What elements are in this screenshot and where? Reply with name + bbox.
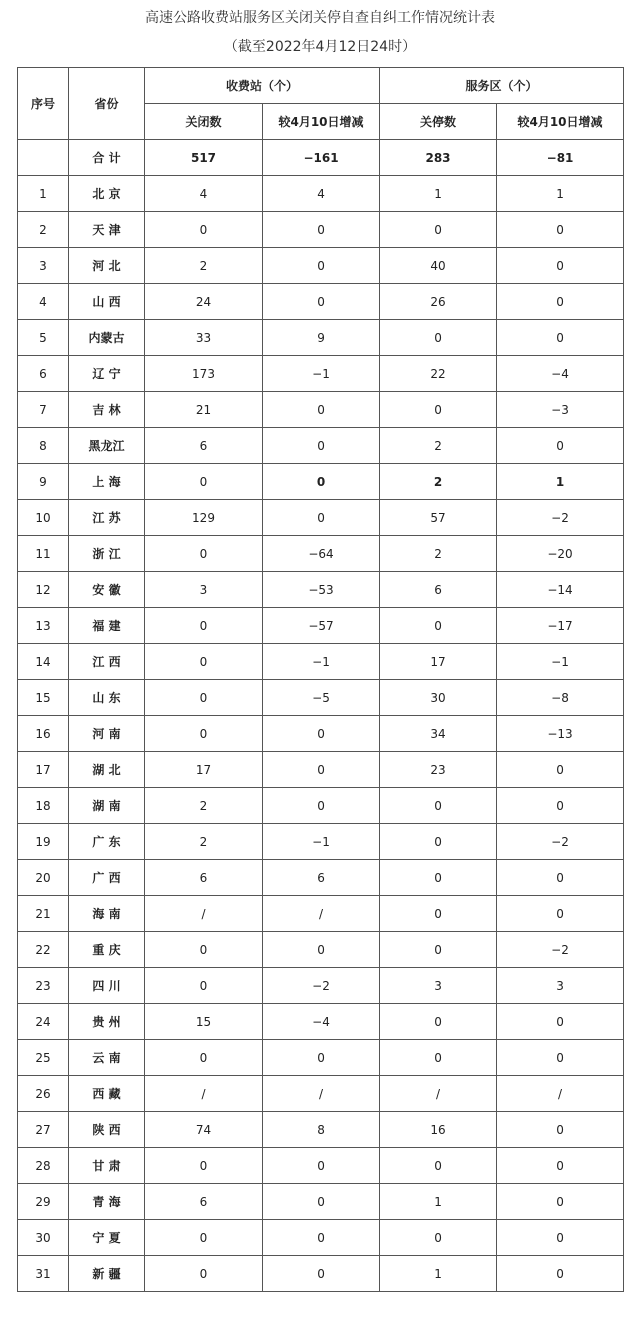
cell-service-closed: 30 [380, 680, 497, 716]
cell-seq: 21 [18, 896, 69, 932]
table-row [18, 608, 624, 644]
cell-seq: 25 [18, 1040, 69, 1076]
cell-toll-closed: 17 [145, 752, 263, 788]
cell-service-change: −13 [497, 716, 624, 752]
cell-service-change: −20 [497, 536, 624, 572]
cell-seq: 13 [18, 608, 69, 644]
page-title: 高速公路收费站服务区关闭关停自查自纠工作情况统计表 [145, 10, 495, 26]
page-subtitle: （截至2022年4月12日24时） [223, 39, 417, 55]
cell-toll-closed: 6 [145, 428, 263, 464]
cell-province: 陕 西 [69, 1112, 145, 1148]
cell-service-change: 0 [497, 248, 624, 284]
cell-seq: 1 [18, 176, 69, 212]
cell-service-change: 0 [497, 1184, 624, 1220]
total-seq [18, 140, 69, 176]
cell-toll-change: 0 [263, 1220, 380, 1256]
cell-seq: 16 [18, 716, 69, 752]
cell-toll-closed: 24 [145, 284, 263, 320]
table-row [18, 428, 624, 464]
cell-service-closed: 0 [380, 896, 497, 932]
table-row [18, 1040, 624, 1076]
cell-province: 甘 肃 [69, 1148, 145, 1184]
cell-toll-change: 0 [263, 788, 380, 824]
table-row [18, 824, 624, 860]
cell-toll-closed: 173 [145, 356, 263, 392]
cell-toll-closed: 15 [145, 1004, 263, 1040]
table-row [18, 860, 624, 896]
header-seq: 序号 [18, 68, 69, 140]
cell-province: 云 南 [69, 1040, 145, 1076]
cell-toll-closed: 0 [145, 716, 263, 752]
cell-toll-closed: 21 [145, 392, 263, 428]
cell-seq: 19 [18, 824, 69, 860]
cell-province: 重 庆 [69, 932, 145, 968]
cell-province: 宁 夏 [69, 1220, 145, 1256]
cell-service-change: −17 [497, 608, 624, 644]
cell-province: 上 海 [69, 464, 145, 500]
cell-province: 黑龙江 [69, 428, 145, 464]
cell-toll-closed: 4 [145, 176, 263, 212]
cell-service-change: 3 [497, 968, 624, 1004]
table-row [18, 1004, 624, 1040]
cell-service-change: −4 [497, 356, 624, 392]
cell-seq: 20 [18, 860, 69, 896]
cell-toll-change: / [263, 1076, 380, 1112]
cell-service-change: 0 [497, 1112, 624, 1148]
cell-province: 江 西 [69, 644, 145, 680]
cell-toll-closed: 0 [145, 464, 263, 500]
cell-service-change: 0 [497, 788, 624, 824]
table-row [18, 1148, 624, 1184]
cell-seq: 26 [18, 1076, 69, 1112]
cell-toll-closed: 6 [145, 860, 263, 896]
cell-seq: 28 [18, 1148, 69, 1184]
cell-service-closed: 2 [380, 428, 497, 464]
cell-service-closed: 22 [380, 356, 497, 392]
cell-toll-closed: 6 [145, 1184, 263, 1220]
cell-service-change: 0 [497, 428, 624, 464]
cell-toll-change: 0 [263, 248, 380, 284]
cell-seq: 24 [18, 1004, 69, 1040]
cell-service-change: 0 [497, 1148, 624, 1184]
table-row [18, 1184, 624, 1220]
cell-seq: 2 [18, 212, 69, 248]
cell-seq: 8 [18, 428, 69, 464]
table-row [18, 248, 624, 284]
cell-province: 海 南 [69, 896, 145, 932]
cell-toll-closed: 2 [145, 788, 263, 824]
table-row [18, 356, 624, 392]
cell-service-closed: 2 [380, 536, 497, 572]
cell-seq: 9 [18, 464, 69, 500]
cell-service-closed: 1 [380, 1184, 497, 1220]
cell-toll-change: 0 [263, 1148, 380, 1184]
cell-seq: 5 [18, 320, 69, 356]
cell-seq: 30 [18, 1220, 69, 1256]
cell-toll-change: 8 [263, 1112, 380, 1148]
cell-service-closed: 0 [380, 392, 497, 428]
cell-service-change: −14 [497, 572, 624, 608]
table-row [18, 1112, 624, 1148]
table-row [18, 680, 624, 716]
cell-province: 福 建 [69, 608, 145, 644]
cell-toll-closed: 0 [145, 644, 263, 680]
cell-province: 河 北 [69, 248, 145, 284]
cell-toll-change: −53 [263, 572, 380, 608]
table-row [18, 752, 624, 788]
cell-service-closed: 1 [380, 1256, 497, 1292]
cell-toll-change: 0 [263, 752, 380, 788]
cell-service-closed: 0 [380, 1220, 497, 1256]
cell-province: 西 藏 [69, 1076, 145, 1112]
cell-toll-closed: 0 [145, 932, 263, 968]
cell-service-closed: 0 [380, 608, 497, 644]
cell-toll-closed: 0 [145, 968, 263, 1004]
table-row [18, 968, 624, 1004]
cell-toll-change: 0 [263, 428, 380, 464]
cell-toll-change: 9 [263, 320, 380, 356]
cell-toll-closed: 0 [145, 536, 263, 572]
cell-toll-change: 0 [263, 464, 380, 500]
cell-service-closed: 3 [380, 968, 497, 1004]
table-row [18, 284, 624, 320]
cell-province: 湖 南 [69, 788, 145, 824]
table-row [18, 716, 624, 752]
cell-seq: 17 [18, 752, 69, 788]
cell-service-change: 0 [497, 752, 624, 788]
cell-toll-closed: 0 [145, 608, 263, 644]
cell-province: 青 海 [69, 1184, 145, 1220]
cell-toll-change: −1 [263, 356, 380, 392]
cell-toll-closed: 0 [145, 212, 263, 248]
cell-service-change: 0 [497, 212, 624, 248]
header-service-change: 较4月10日增减 [497, 104, 624, 140]
cell-service-change: −2 [497, 500, 624, 536]
cell-service-closed: 34 [380, 716, 497, 752]
total-service-closed: 283 [380, 140, 497, 176]
cell-toll-closed: / [145, 1076, 263, 1112]
cell-service-change: 0 [497, 896, 624, 932]
cell-service-change: 0 [497, 1220, 624, 1256]
cell-toll-closed: 74 [145, 1112, 263, 1148]
cell-toll-closed: 0 [145, 1256, 263, 1292]
cell-toll-change: / [263, 896, 380, 932]
cell-toll-change: 0 [263, 392, 380, 428]
header-toll-closed: 关闭数 [145, 104, 263, 140]
header-province: 省份 [69, 68, 145, 140]
cell-service-change: / [497, 1076, 624, 1112]
cell-province: 吉 林 [69, 392, 145, 428]
cell-service-closed: 23 [380, 752, 497, 788]
cell-toll-change: 0 [263, 1184, 380, 1220]
cell-seq: 11 [18, 536, 69, 572]
cell-toll-closed: 0 [145, 1148, 263, 1184]
table-row [18, 500, 624, 536]
cell-service-closed: 0 [380, 788, 497, 824]
cell-seq: 4 [18, 284, 69, 320]
cell-service-change: 0 [497, 1004, 624, 1040]
cell-service-change: 1 [497, 176, 624, 212]
cell-service-closed: 0 [380, 320, 497, 356]
cell-seq: 22 [18, 932, 69, 968]
table-row [18, 1076, 624, 1112]
table-row [18, 320, 624, 356]
cell-province: 新 疆 [69, 1256, 145, 1292]
cell-service-closed: 0 [380, 932, 497, 968]
table-row [18, 176, 624, 212]
cell-toll-closed: 2 [145, 824, 263, 860]
table-row [18, 644, 624, 680]
cell-seq: 6 [18, 356, 69, 392]
cell-toll-change: 0 [263, 284, 380, 320]
cell-seq: 31 [18, 1256, 69, 1292]
cell-province: 天 津 [69, 212, 145, 248]
cell-service-change: 1 [497, 464, 624, 500]
cell-service-closed: 57 [380, 500, 497, 536]
cell-service-change: 0 [497, 860, 624, 896]
total-service-change: −81 [497, 140, 624, 176]
table-row [18, 932, 624, 968]
table-row [18, 536, 624, 572]
total-row [18, 140, 624, 176]
cell-service-closed: / [380, 1076, 497, 1112]
header-service-closed: 关停数 [380, 104, 497, 140]
cell-service-closed: 0 [380, 1148, 497, 1184]
cell-toll-change: 0 [263, 716, 380, 752]
cell-province: 辽 宁 [69, 356, 145, 392]
table-row [18, 212, 624, 248]
cell-seq: 15 [18, 680, 69, 716]
cell-toll-change: 0 [263, 212, 380, 248]
cell-service-closed: 1 [380, 176, 497, 212]
cell-province: 四 川 [69, 968, 145, 1004]
table-row [18, 788, 624, 824]
cell-toll-closed: / [145, 896, 263, 932]
cell-service-change: −1 [497, 644, 624, 680]
cell-service-closed: 2 [380, 464, 497, 500]
cell-province: 河 南 [69, 716, 145, 752]
cell-toll-change: −57 [263, 608, 380, 644]
total-toll-closed: 517 [145, 140, 263, 176]
cell-seq: 23 [18, 968, 69, 1004]
header-service-group: 服务区（个） [380, 68, 624, 104]
cell-toll-closed: 2 [145, 248, 263, 284]
cell-toll-change: −64 [263, 536, 380, 572]
cell-province: 贵 州 [69, 1004, 145, 1040]
cell-service-closed: 0 [380, 1040, 497, 1076]
table-row [18, 1220, 624, 1256]
cell-toll-change: 0 [263, 932, 380, 968]
cell-service-change: −8 [497, 680, 624, 716]
cell-service-change: −2 [497, 824, 624, 860]
cell-service-closed: 0 [380, 860, 497, 896]
header-toll-change: 较4月10日增减 [263, 104, 380, 140]
cell-toll-closed: 0 [145, 1220, 263, 1256]
cell-service-change: 0 [497, 320, 624, 356]
cell-toll-closed: 0 [145, 1040, 263, 1076]
cell-toll-change: −4 [263, 1004, 380, 1040]
cell-service-closed: 0 [380, 212, 497, 248]
cell-province: 湖 北 [69, 752, 145, 788]
cell-service-change: −2 [497, 932, 624, 968]
cell-toll-closed: 129 [145, 500, 263, 536]
cell-toll-change: −1 [263, 644, 380, 680]
cell-province: 江 苏 [69, 500, 145, 536]
cell-province: 广 东 [69, 824, 145, 860]
cell-service-change: 0 [497, 1256, 624, 1292]
cell-toll-closed: 33 [145, 320, 263, 356]
cell-toll-change: 0 [263, 1040, 380, 1076]
cell-toll-change: 6 [263, 860, 380, 896]
cell-province: 北 京 [69, 176, 145, 212]
cell-province: 广 西 [69, 860, 145, 896]
cell-service-change: 0 [497, 1040, 624, 1076]
total-toll-change: −161 [263, 140, 380, 176]
table-row [18, 572, 624, 608]
table-row [18, 392, 624, 428]
cell-service-closed: 26 [380, 284, 497, 320]
cell-toll-change: −1 [263, 824, 380, 860]
statistics-table [17, 67, 624, 1292]
cell-seq: 3 [18, 248, 69, 284]
table-row [18, 896, 624, 932]
total-label: 合 计 [69, 140, 145, 176]
cell-service-closed: 0 [380, 1004, 497, 1040]
cell-toll-change: 4 [263, 176, 380, 212]
cell-service-change: −3 [497, 392, 624, 428]
cell-seq: 7 [18, 392, 69, 428]
cell-toll-closed: 3 [145, 572, 263, 608]
table-row [18, 464, 624, 500]
cell-service-closed: 0 [380, 824, 497, 860]
header-row [18, 68, 624, 104]
cell-province: 山 东 [69, 680, 145, 716]
cell-province: 浙 江 [69, 536, 145, 572]
cell-seq: 27 [18, 1112, 69, 1148]
cell-seq: 10 [18, 500, 69, 536]
cell-seq: 14 [18, 644, 69, 680]
cell-toll-change: −5 [263, 680, 380, 716]
cell-province: 内蒙古 [69, 320, 145, 356]
cell-seq: 29 [18, 1184, 69, 1220]
cell-service-closed: 6 [380, 572, 497, 608]
cell-toll-change: 0 [263, 500, 380, 536]
cell-province: 山 西 [69, 284, 145, 320]
cell-service-change: 0 [497, 284, 624, 320]
cell-seq: 18 [18, 788, 69, 824]
cell-toll-change: 0 [263, 1256, 380, 1292]
cell-province: 安 徽 [69, 572, 145, 608]
cell-service-closed: 16 [380, 1112, 497, 1148]
cell-service-closed: 40 [380, 248, 497, 284]
cell-seq: 12 [18, 572, 69, 608]
table-row [18, 1256, 624, 1292]
header-toll-group: 收费站（个） [145, 68, 380, 104]
cell-service-closed: 17 [380, 644, 497, 680]
cell-toll-change: −2 [263, 968, 380, 1004]
cell-toll-closed: 0 [145, 680, 263, 716]
